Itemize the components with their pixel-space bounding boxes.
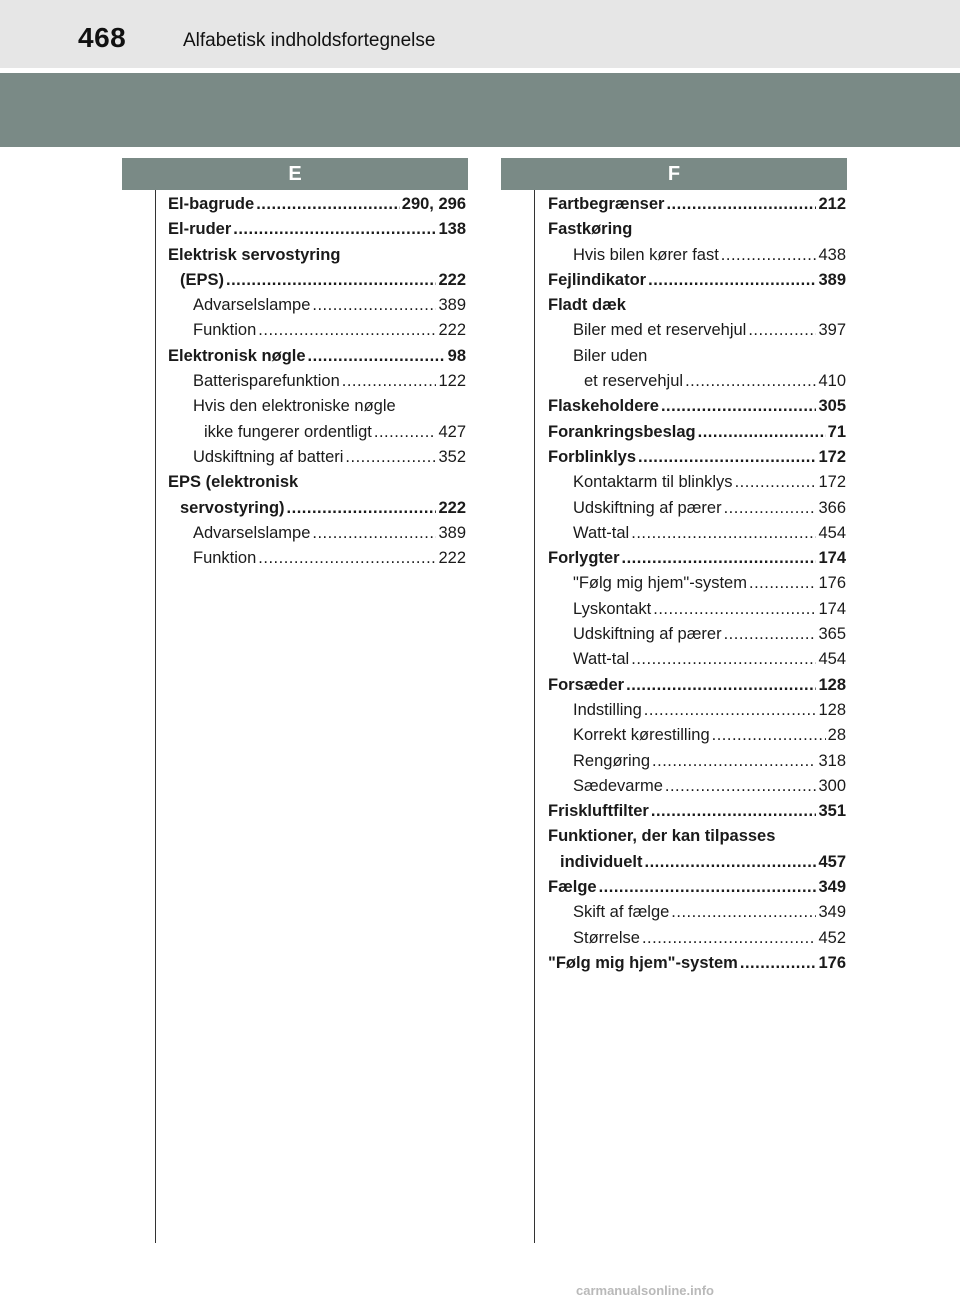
- entry-term: Forankringsbeslag: [548, 422, 696, 441]
- entry-page: 222: [438, 270, 466, 289]
- index-subentry[interactable]: [548, 369, 846, 394]
- index-subentry[interactable]: [548, 647, 846, 672]
- entry-term: servostyring): [180, 498, 285, 517]
- entry-page: 389: [438, 296, 466, 315]
- leader-dots: [712, 723, 826, 748]
- index-entry-heading: EPS (elektronisk: [168, 473, 299, 492]
- entry-term: Rengøring: [573, 751, 651, 770]
- leader-dots: [644, 698, 817, 723]
- leader-dots: [622, 546, 817, 571]
- index-subentry[interactable]: [168, 521, 466, 546]
- entry-page: 349: [818, 878, 846, 897]
- entry-page: 28: [827, 726, 846, 745]
- index-subentry[interactable]: [548, 243, 846, 268]
- leader-dots: [312, 521, 436, 546]
- entry-page: 427: [438, 422, 466, 441]
- entry-term: El-ruder: [168, 220, 232, 239]
- index-subentry[interactable]: [168, 318, 466, 343]
- index-entry[interactable]: [548, 875, 846, 900]
- index-subentry[interactable]: [168, 445, 466, 470]
- entry-page: 128: [818, 700, 846, 719]
- index-subentry[interactable]: [548, 774, 846, 799]
- entry-term: Fartbegrænser: [548, 195, 665, 213]
- leader-dots: [724, 496, 817, 521]
- entry-term: Kontaktarm til blinklys: [573, 473, 733, 492]
- leader-dots: [740, 951, 817, 976]
- leader-dots: [642, 926, 817, 951]
- index-entry[interactable]: [548, 445, 846, 470]
- leader-dots: [735, 470, 817, 495]
- leader-dots: [671, 900, 816, 925]
- column-divider-e: [155, 190, 156, 1243]
- index-entry[interactable]: [548, 420, 846, 445]
- entry-page: 176: [818, 953, 846, 972]
- entry-page: 174: [818, 599, 846, 618]
- watermark: carmanualsonline.info: [576, 1283, 714, 1298]
- page-number: 468: [78, 22, 127, 53]
- entry-page: 349: [818, 903, 846, 922]
- index-subentry[interactable]: [548, 571, 846, 596]
- leader-dots: [749, 571, 816, 596]
- leader-dots: [287, 496, 437, 521]
- entry-page: 212: [818, 195, 846, 213]
- index-subentry[interactable]: [548, 521, 846, 546]
- entry-page: 128: [818, 675, 846, 694]
- entry-term: "Følg mig hjem"-system: [573, 574, 747, 593]
- entry-page: 397: [818, 321, 846, 340]
- leader-dots: [653, 597, 816, 622]
- entry-term: Watt-tal: [573, 650, 630, 669]
- index-entry[interactable]: [548, 546, 846, 571]
- entry-page: 365: [818, 625, 846, 644]
- entry-page: 351: [818, 802, 846, 821]
- index-entry[interactable]: [548, 799, 846, 824]
- index-subentry[interactable]: [548, 470, 846, 495]
- entry-term: ikke fungerer ordentligt: [204, 422, 372, 441]
- entry-term: Advarselslampe: [193, 523, 311, 542]
- entry-term: Fælge: [548, 878, 597, 897]
- index-subentry[interactable]: [548, 900, 846, 925]
- leader-dots: [226, 268, 436, 293]
- entry-page: 172: [818, 447, 846, 466]
- entry-term: Forsæder: [548, 675, 625, 694]
- leader-dots: [748, 318, 816, 343]
- index-subentry-heading: Biler uden: [573, 346, 648, 365]
- leader-dots: [645, 850, 817, 875]
- entry-term: Korrekt kørestilling: [573, 726, 710, 745]
- letter-heading-f: F: [501, 158, 847, 190]
- entry-page: 389: [438, 523, 466, 542]
- entry-page: 176: [818, 574, 846, 593]
- entry-term: Fejlindikator: [548, 270, 647, 289]
- entry-term: Lyskontakt: [573, 599, 652, 618]
- leader-dots: [233, 217, 436, 242]
- leader-dots: [685, 369, 816, 394]
- entry-term: et reservehjul: [584, 372, 684, 391]
- leader-dots: [626, 673, 816, 698]
- leader-dots: [652, 749, 816, 774]
- index-subentry[interactable]: [548, 318, 846, 343]
- index-entry[interactable]: [168, 217, 466, 242]
- leader-dots: [721, 243, 817, 268]
- entry-page: 454: [818, 523, 846, 542]
- index-entry[interactable]: [168, 496, 466, 521]
- entry-page: 222: [438, 321, 466, 340]
- leader-dots: [374, 420, 437, 445]
- entry-page: 138: [438, 220, 466, 239]
- leader-dots: [258, 318, 436, 343]
- entry-page: 318: [818, 751, 846, 770]
- index-entry-heading: Funktioner, der kan tilpasses: [548, 827, 776, 846]
- index-subentry[interactable]: [548, 749, 846, 774]
- entry-term: Udskiftning af pærer: [573, 625, 722, 644]
- entry-term: Forblinklys: [548, 447, 637, 466]
- index-subentry[interactable]: [548, 622, 846, 647]
- leader-dots: [665, 774, 817, 799]
- leader-dots: [698, 420, 826, 445]
- leader-dots: [648, 268, 816, 293]
- index-subentry[interactable]: [168, 420, 466, 445]
- entry-page: 71: [827, 422, 846, 441]
- entry-page: 305: [818, 397, 846, 416]
- entry-page: 457: [818, 852, 846, 871]
- leader-dots: [651, 799, 817, 824]
- index-entry[interactable]: [548, 850, 846, 875]
- index-subentry[interactable]: [168, 369, 466, 394]
- index-entry[interactable]: [548, 673, 846, 698]
- entry-term: Udskiftning af batteri: [193, 447, 344, 466]
- leader-dots: [258, 546, 436, 571]
- entry-page: 454: [818, 650, 846, 669]
- index-subentry[interactable]: [168, 293, 466, 318]
- entry-term: Biler med et reservehjul: [573, 321, 747, 340]
- leader-dots: [666, 192, 816, 217]
- index-entry-heading: Elektrisk servostyring: [168, 245, 341, 264]
- index-entry[interactable]: [548, 394, 846, 419]
- entry-page: 222: [438, 498, 466, 517]
- entry-page: 438: [818, 245, 846, 264]
- entry-page: 98: [447, 346, 466, 365]
- section-title: Alfabetisk indholdsfortegnelse: [183, 30, 436, 51]
- entry-page: 410: [818, 372, 846, 391]
- entry-term: Forlygter: [548, 549, 620, 568]
- entry-term: (EPS): [180, 270, 225, 289]
- leader-dots: [342, 369, 437, 394]
- entry-term: individuelt: [560, 852, 643, 871]
- index-subentry[interactable]: [548, 723, 846, 748]
- leader-dots: [599, 875, 817, 900]
- leader-dots: [638, 445, 816, 470]
- leader-dots: [724, 622, 817, 647]
- leader-dots: [312, 293, 436, 318]
- letter-heading-e: E: [122, 158, 468, 190]
- entry-term: Udskiftning af pærer: [573, 498, 722, 517]
- entry-term: Sædevarme: [573, 776, 663, 795]
- index-subentry[interactable]: [548, 597, 846, 622]
- leader-dots: [631, 521, 816, 546]
- index-column-e: [168, 192, 466, 571]
- entry-page: 122: [438, 372, 466, 391]
- entry-page: 389: [818, 270, 846, 289]
- entry-page: 352: [438, 447, 466, 466]
- entry-term: Friskluftfilter: [548, 802, 649, 821]
- entry-page: 222: [438, 549, 466, 568]
- entry-term: El-bagrude: [168, 195, 255, 213]
- index-entry-heading: Fastkøring: [548, 220, 633, 239]
- entry-term: Advarselslampe: [193, 296, 311, 315]
- entry-page: 300: [818, 776, 846, 795]
- leader-dots: [661, 394, 817, 419]
- index-subentry[interactable]: [548, 926, 846, 951]
- column-divider-f: [534, 190, 535, 1243]
- index-subentry[interactable]: [168, 546, 466, 571]
- entry-term: Batterisparefunktion: [193, 372, 340, 391]
- index-entry[interactable]: [548, 268, 846, 293]
- index-entry[interactable]: [548, 192, 846, 217]
- index-entry[interactable]: [548, 951, 846, 976]
- entry-page: 366: [818, 498, 846, 517]
- entry-term: Funktion: [193, 549, 257, 568]
- entry-term: "Følg mig hjem"-system: [548, 953, 738, 972]
- index-column-f: [548, 192, 846, 976]
- entry-page: 290, 296: [401, 195, 466, 213]
- entry-term: Hvis bilen kører fast: [573, 245, 719, 264]
- leader-dots: [631, 647, 816, 672]
- index-entry[interactable]: [168, 192, 466, 217]
- index-subentry[interactable]: [548, 496, 846, 521]
- index-entry-heading: Fladt dæk: [548, 296, 626, 315]
- header-strip: [0, 0, 960, 68]
- leader-dots: [308, 344, 446, 369]
- entry-page: 172: [818, 473, 846, 492]
- entry-term: Elektronisk nøgle: [168, 346, 306, 365]
- entry-term: Indstilling: [573, 700, 642, 719]
- leader-dots: [256, 192, 400, 217]
- index-entry[interactable]: [168, 268, 466, 293]
- entry-term: Skift af fælge: [573, 903, 670, 922]
- index-subentry[interactable]: [548, 698, 846, 723]
- index-entry[interactable]: [168, 344, 466, 369]
- entry-page: 452: [818, 928, 846, 947]
- entry-term: Størrelse: [573, 928, 640, 947]
- leader-dots: [345, 445, 436, 470]
- index-subentry-heading: Hvis den elektroniske nøgle: [193, 397, 396, 416]
- decorative-banner: [0, 73, 960, 147]
- entry-term: Flaskeholdere: [548, 397, 659, 416]
- entry-page: 174: [818, 549, 846, 568]
- entry-term: Funktion: [193, 321, 257, 340]
- entry-term: Watt-tal: [573, 523, 630, 542]
